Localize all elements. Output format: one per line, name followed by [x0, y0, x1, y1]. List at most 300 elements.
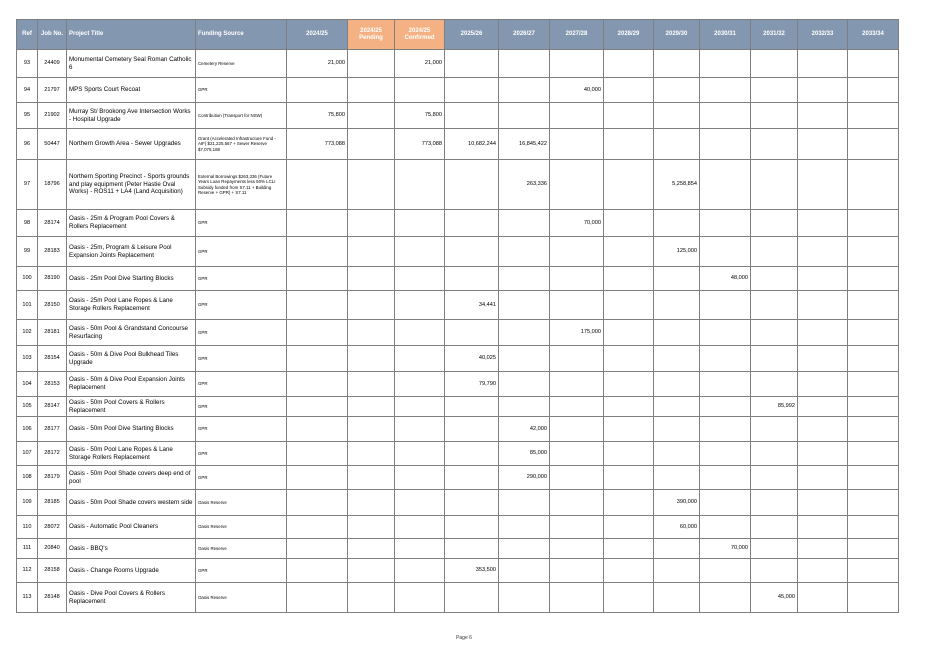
amount-cell: [654, 466, 700, 490]
amount-cell: [848, 160, 899, 210]
project-title-cell: Murray St/ Brookong Ave Intersection Works - Hospital Upgrade: [67, 103, 196, 129]
funding-source-cell: GPR: [196, 346, 287, 372]
amount-cell: [751, 372, 798, 397]
amount-cell: [654, 346, 700, 372]
amount-cell: [700, 417, 751, 442]
amount-cell: [848, 466, 899, 490]
page-number: Page 6: [456, 635, 472, 641]
amount-cell: [550, 129, 604, 160]
amount-cell: [395, 442, 445, 466]
amount-cell: 45,000: [751, 583, 798, 613]
project-title-cell: Oasis - 50m Pool Shade covers deep end of pool: [67, 466, 196, 490]
project-title-cell: Northern Sporting Precinct - Sports grounds and play equipment (Peter Hastie Oval Works) - ROS11 + LA4 (Land Acquisition): [67, 160, 196, 210]
amount-cell: [654, 291, 700, 320]
amount-cell: 48,000: [700, 267, 751, 291]
amount-cell: [287, 78, 348, 103]
funding-source-cell: GPR: [196, 559, 287, 583]
amount-cell: [348, 583, 395, 613]
amount-cell: 21,000: [395, 50, 445, 78]
amount-cell: [395, 516, 445, 539]
ref-cell: 109: [17, 490, 38, 516]
amount-cell: 21,000: [287, 50, 348, 78]
amount-cell: [395, 417, 445, 442]
funding-source-cell: GPR: [196, 237, 287, 267]
amount-cell: [395, 372, 445, 397]
header-funding-source: Funding Source: [196, 20, 287, 50]
amount-cell: [499, 237, 550, 267]
project-title-cell: Oasis - 25m & Program Pool Covers & Rollers Replacement: [67, 210, 196, 237]
amount-cell: [848, 417, 899, 442]
table-row: [17, 50, 899, 78]
amount-cell: [848, 372, 899, 397]
amount-cell: [798, 583, 848, 613]
amount-cell: [798, 490, 848, 516]
amount-cell: [499, 267, 550, 291]
header-2032-33: 2032/33: [798, 20, 848, 50]
amount-cell: [550, 466, 604, 490]
amount-cell: 263,336: [499, 160, 550, 210]
amount-cell: [798, 559, 848, 583]
amount-cell: [700, 103, 751, 129]
amount-cell: [848, 539, 899, 559]
amount-cell: [395, 346, 445, 372]
ref-cell: 108: [17, 466, 38, 490]
table-row: [17, 442, 899, 466]
amount-cell: [604, 516, 654, 539]
amount-cell: [499, 210, 550, 237]
amount-cell: [445, 103, 499, 129]
amount-cell: [499, 539, 550, 559]
amount-cell: [550, 237, 604, 267]
ref-cell: 111: [17, 539, 38, 559]
amount-cell: [445, 160, 499, 210]
amount-cell: [798, 466, 848, 490]
amount-cell: [700, 237, 751, 267]
amount-cell: [700, 466, 751, 490]
project-title-cell: Oasis - 25m Pool Dive Starting Blocks: [67, 267, 196, 291]
amount-cell: [395, 466, 445, 490]
amount-cell: [700, 320, 751, 346]
amount-cell: [700, 372, 751, 397]
amount-cell: [287, 346, 348, 372]
amount-cell: [798, 129, 848, 160]
amount-cell: [751, 346, 798, 372]
amount-cell: [751, 516, 798, 539]
amount-cell: [348, 267, 395, 291]
header-2031-32: 2031/32: [751, 20, 798, 50]
amount-cell: 75,800: [287, 103, 348, 129]
amount-cell: [604, 372, 654, 397]
amount-cell: [445, 466, 499, 490]
amount-cell: [395, 490, 445, 516]
table-row: [17, 490, 899, 516]
amount-cell: 40,025: [445, 346, 499, 372]
amount-cell: [445, 237, 499, 267]
ref-cell: 100: [17, 267, 38, 291]
amount-cell: [604, 559, 654, 583]
table-row: [17, 397, 899, 417]
amount-cell: 773,088: [287, 129, 348, 160]
project-title-cell: Oasis - 50m Pool Covers & Rollers Replacement: [67, 397, 196, 417]
amount-cell: [348, 372, 395, 397]
amount-cell: [445, 583, 499, 613]
funding-source-cell: GPR: [196, 442, 287, 466]
amount-cell: [848, 397, 899, 417]
amount-cell: [604, 346, 654, 372]
amount-cell: [287, 442, 348, 466]
amount-cell: [550, 267, 604, 291]
amount-cell: [287, 539, 348, 559]
amount-cell: 390,000: [654, 490, 700, 516]
table-row: [17, 129, 899, 160]
job-number-cell: 28158: [38, 559, 67, 583]
amount-cell: [654, 397, 700, 417]
amount-cell: 79,790: [445, 372, 499, 397]
ref-cell: 107: [17, 442, 38, 466]
amount-cell: [287, 320, 348, 346]
amount-cell: [848, 50, 899, 78]
amount-cell: [445, 78, 499, 103]
ref-cell: 105: [17, 397, 38, 417]
amount-cell: [654, 442, 700, 466]
amount-cell: [499, 559, 550, 583]
amount-cell: [395, 237, 445, 267]
ref-cell: 106: [17, 417, 38, 442]
job-number-cell: 28072: [38, 516, 67, 539]
amount-cell: [348, 320, 395, 346]
amount-cell: [287, 559, 348, 583]
job-number-cell: 28174: [38, 210, 67, 237]
amount-cell: [700, 160, 751, 210]
funding-source-cell: GPR: [196, 372, 287, 397]
ref-cell: 95: [17, 103, 38, 129]
amount-cell: [848, 490, 899, 516]
amount-cell: [700, 516, 751, 539]
amount-cell: [751, 539, 798, 559]
amount-cell: [848, 559, 899, 583]
amount-cell: [395, 78, 445, 103]
amount-cell: [550, 583, 604, 613]
job-number-cell: 28190: [38, 267, 67, 291]
job-number-cell: 21902: [38, 103, 67, 129]
amount-cell: 10,682,244: [445, 129, 499, 160]
ref-cell: 93: [17, 50, 38, 78]
amount-cell: [499, 346, 550, 372]
project-title-cell: Oasis - 50m & Dive Pool Expansion Joints Replacement: [67, 372, 196, 397]
job-number-cell: 28148: [38, 583, 67, 613]
amount-cell: [848, 346, 899, 372]
amount-cell: [604, 129, 654, 160]
amount-cell: 85,992: [751, 397, 798, 417]
amount-cell: [499, 490, 550, 516]
table-row: [17, 466, 899, 490]
amount-cell: [550, 516, 604, 539]
project-title-cell: Oasis - 50m Pool Lane Ropes & Lane Storage Rollers Replacement: [67, 442, 196, 466]
amount-cell: [604, 78, 654, 103]
amount-cell: [287, 583, 348, 613]
amount-cell: [287, 160, 348, 210]
amount-cell: [700, 78, 751, 103]
amount-cell: [604, 267, 654, 291]
amount-cell: [499, 320, 550, 346]
amount-cell: [848, 210, 899, 237]
header-2027-28: 2027/28: [550, 20, 604, 50]
project-title-cell: Oasis - Change Rooms Upgrade: [67, 559, 196, 583]
amount-cell: [751, 129, 798, 160]
funding-source-cell: GPR: [196, 320, 287, 346]
funding-source-cell: GPR: [196, 466, 287, 490]
amount-cell: [445, 539, 499, 559]
job-number-cell: 28153: [38, 372, 67, 397]
amount-cell: [700, 397, 751, 417]
amount-cell: [499, 291, 550, 320]
amount-cell: [348, 50, 395, 78]
amount-cell: [395, 397, 445, 417]
amount-cell: [287, 516, 348, 539]
ref-cell: 102: [17, 320, 38, 346]
amount-cell: [604, 466, 654, 490]
amount-cell: [848, 103, 899, 129]
amount-cell: [499, 50, 550, 78]
project-title-cell: Oasis - 25m Pool Lane Ropes & Lane Storage Rollers Replacement: [67, 291, 196, 320]
funding-source-cell: Oasis Reserve: [196, 583, 287, 613]
job-number-cell: 28183: [38, 237, 67, 267]
amount-cell: [348, 291, 395, 320]
amount-cell: [604, 442, 654, 466]
amount-cell: [550, 291, 604, 320]
amount-cell: [348, 516, 395, 539]
header-project-title: Project Title: [67, 20, 196, 50]
project-title-cell: Monumental Cemetery Seal Roman Catholic 6: [67, 50, 196, 78]
amount-cell: [654, 539, 700, 559]
budget-sheet: [16, 19, 898, 613]
amount-cell: [604, 103, 654, 129]
table-row: [17, 559, 899, 583]
amount-cell: [445, 490, 499, 516]
amount-cell: [654, 103, 700, 129]
ref-cell: 98: [17, 210, 38, 237]
amount-cell: [751, 442, 798, 466]
funding-source-cell: GPR: [196, 78, 287, 103]
project-title-cell: Oasis - 50m & Dive Pool Bulkhead Tiles Upgrade: [67, 346, 196, 372]
amount-cell: [287, 466, 348, 490]
job-number-cell: 18796: [38, 160, 67, 210]
amount-cell: [499, 516, 550, 539]
header-job-no: Job No.: [38, 20, 67, 50]
amount-cell: [700, 210, 751, 237]
amount-cell: [848, 320, 899, 346]
amount-cell: [751, 103, 798, 129]
amount-cell: [287, 490, 348, 516]
project-title-cell: Oasis - 25m, Program & Leisure Pool Expansion Joints Replacement: [67, 237, 196, 267]
amount-cell: [751, 237, 798, 267]
funding-source-cell: GPR: [196, 397, 287, 417]
amount-cell: [604, 320, 654, 346]
amount-cell: [445, 397, 499, 417]
project-title-cell: Oasis - Automatic Pool Cleaners: [67, 516, 196, 539]
amount-cell: 175,000: [550, 320, 604, 346]
amount-cell: [654, 559, 700, 583]
amount-cell: [550, 50, 604, 78]
amount-cell: 5,258,854: [654, 160, 700, 210]
amount-cell: [348, 129, 395, 160]
amount-cell: 34,441: [445, 291, 499, 320]
amount-cell: [700, 583, 751, 613]
job-number-cell: 28185: [38, 490, 67, 516]
ref-cell: 99: [17, 237, 38, 267]
amount-cell: [348, 210, 395, 237]
funding-source-cell: Contribution (Transport for NSW): [196, 103, 287, 129]
amount-cell: [348, 417, 395, 442]
amount-cell: [798, 210, 848, 237]
table-row: [17, 320, 899, 346]
amount-cell: [287, 267, 348, 291]
header-2024-25-confirmed: 2024/25 Confirmed: [395, 20, 445, 50]
funding-source-cell: External Borrowings $263,336 (Future Years Loan Repayments less 50% LCLI Subsidy funded from S7.11 + Building Reserve + GPR) + S7.11: [196, 160, 287, 210]
amount-cell: [348, 237, 395, 267]
ref-cell: 96: [17, 129, 38, 160]
amount-cell: [798, 50, 848, 78]
amount-cell: [445, 320, 499, 346]
amount-cell: 125,000: [654, 237, 700, 267]
amount-cell: [348, 466, 395, 490]
amount-cell: [604, 160, 654, 210]
amount-cell: [654, 583, 700, 613]
amount-cell: [287, 397, 348, 417]
amount-cell: [798, 291, 848, 320]
amount-cell: [654, 210, 700, 237]
amount-cell: [445, 442, 499, 466]
funding-source-cell: GPR: [196, 417, 287, 442]
funding-source-cell: Cemetery Reserve: [196, 50, 287, 78]
amount-cell: [287, 237, 348, 267]
ref-cell: 110: [17, 516, 38, 539]
amount-cell: 75,800: [395, 103, 445, 129]
job-number-cell: 28179: [38, 466, 67, 490]
project-title-cell: Oasis - BBQ's: [67, 539, 196, 559]
amount-cell: [604, 210, 654, 237]
amount-cell: [604, 397, 654, 417]
amount-cell: [395, 583, 445, 613]
table-row: [17, 210, 899, 237]
amount-cell: [499, 103, 550, 129]
amount-cell: [395, 291, 445, 320]
amount-cell: [798, 539, 848, 559]
amount-cell: [848, 442, 899, 466]
amount-cell: [604, 417, 654, 442]
amount-cell: 70,000: [550, 210, 604, 237]
amount-cell: [604, 50, 654, 78]
amount-cell: [654, 50, 700, 78]
amount-cell: [348, 559, 395, 583]
amount-cell: [798, 103, 848, 129]
ref-cell: 104: [17, 372, 38, 397]
amount-cell: [499, 397, 550, 417]
amount-cell: 773,088: [395, 129, 445, 160]
amount-cell: [654, 320, 700, 346]
amount-cell: [395, 267, 445, 291]
amount-cell: [751, 466, 798, 490]
amount-cell: [848, 516, 899, 539]
amount-cell: [395, 210, 445, 237]
amount-cell: [550, 346, 604, 372]
project-title-cell: Oasis - 50m Pool Dive Starting Blocks: [67, 417, 196, 442]
amount-cell: [395, 160, 445, 210]
amount-cell: 40,000: [550, 78, 604, 103]
project-title-cell: Oasis - Dive Pool Covers & Rollers Replacement: [67, 583, 196, 613]
amount-cell: [287, 210, 348, 237]
amount-cell: [550, 397, 604, 417]
header-2025-26: 2025/26: [445, 20, 499, 50]
amount-cell: 60,000: [654, 516, 700, 539]
table-body: [17, 50, 899, 613]
amount-cell: [848, 237, 899, 267]
amount-cell: [287, 291, 348, 320]
header-2030-31: 2030/31: [700, 20, 751, 50]
amount-cell: [798, 372, 848, 397]
amount-cell: [798, 442, 848, 466]
amount-cell: [700, 442, 751, 466]
amount-cell: [348, 490, 395, 516]
amount-cell: [654, 129, 700, 160]
amount-cell: [550, 490, 604, 516]
amount-cell: [654, 267, 700, 291]
job-number-cell: 28150: [38, 291, 67, 320]
amount-cell: [395, 559, 445, 583]
amount-cell: [348, 539, 395, 559]
amount-cell: [848, 78, 899, 103]
amount-cell: [700, 346, 751, 372]
amount-cell: [604, 583, 654, 613]
amount-cell: [348, 397, 395, 417]
header-2026-27: 2026/27: [499, 20, 550, 50]
amount-cell: [395, 539, 445, 559]
funding-source-cell: GPR: [196, 210, 287, 237]
amount-cell: [654, 417, 700, 442]
amount-cell: [751, 160, 798, 210]
ref-cell: 112: [17, 559, 38, 583]
amount-cell: [550, 417, 604, 442]
amount-cell: [445, 417, 499, 442]
amount-cell: [798, 417, 848, 442]
amount-cell: 353,500: [445, 559, 499, 583]
amount-cell: [348, 103, 395, 129]
ref-cell: 101: [17, 291, 38, 320]
amount-cell: [654, 372, 700, 397]
amount-cell: [550, 539, 604, 559]
table-row: [17, 516, 899, 539]
funding-source-cell: GPR: [196, 291, 287, 320]
amount-cell: [604, 237, 654, 267]
amount-cell: [348, 160, 395, 210]
header-2028-29: 2028/29: [604, 20, 654, 50]
amount-cell: [287, 372, 348, 397]
job-number-cell: 28172: [38, 442, 67, 466]
ref-cell: 94: [17, 78, 38, 103]
amount-cell: [550, 372, 604, 397]
amount-cell: [445, 50, 499, 78]
amount-cell: 70,000: [700, 539, 751, 559]
amount-cell: [499, 583, 550, 613]
amount-cell: [499, 78, 550, 103]
amount-cell: [348, 442, 395, 466]
amount-cell: [798, 78, 848, 103]
amount-cell: [287, 417, 348, 442]
table-row: [17, 160, 899, 210]
project-title-cell: Oasis - 50m Pool Shade covers western side: [67, 490, 196, 516]
job-number-cell: 28177: [38, 417, 67, 442]
amount-cell: [751, 490, 798, 516]
